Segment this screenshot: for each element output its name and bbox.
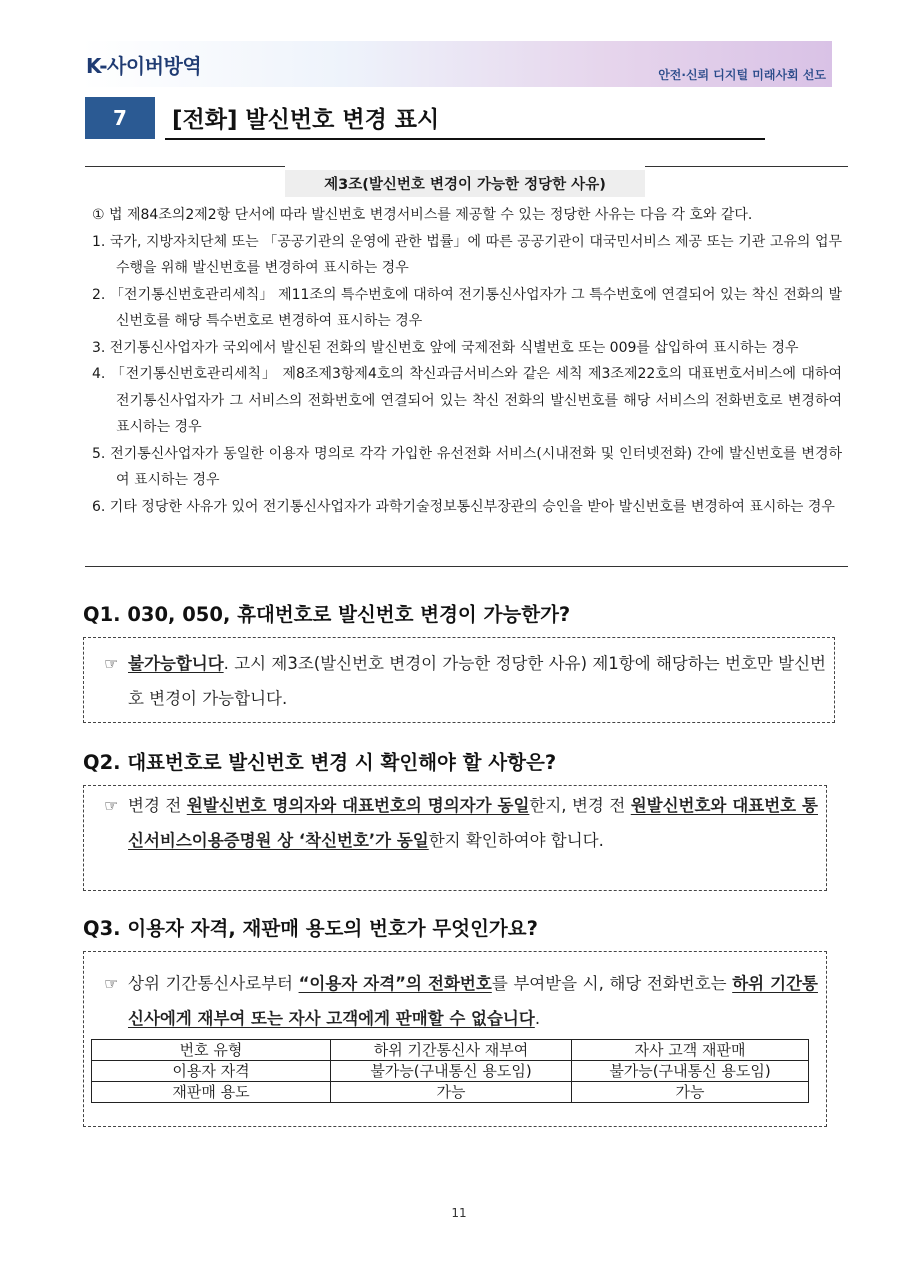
table-cell: 이용자 자격 [92, 1061, 331, 1082]
answer-1 [84, 638, 834, 716]
answer-2-text: 변경 전 [128, 796, 187, 815]
answer-2-text: 한지, 변경 전 [529, 796, 631, 815]
table-header: 번호 유형 [92, 1040, 331, 1061]
pointing-hand-icon: ☞ [104, 974, 119, 993]
section-title: [전화] 발신번호 변경 표시 [172, 107, 440, 133]
table-row [92, 1061, 809, 1082]
law-body [92, 202, 842, 520]
answer-1-text: . 고시 제3조(발신번호 변경이 가능한 정당한 사유) 제1항에 해당하는 번호만 발신번호 변경이 가능합니다. [128, 654, 826, 708]
answer-2 [84, 786, 826, 858]
table-header: 자사 고객 재판매 [572, 1040, 809, 1061]
table-cell: 불가능(구내통신 용도임) [572, 1061, 809, 1082]
table-cell: 가능 [331, 1082, 572, 1103]
answer-2-box [83, 785, 827, 891]
law-rule-right [645, 166, 848, 167]
law-rule-left [85, 166, 285, 167]
section-number: 7 [85, 97, 155, 139]
table-header-row [92, 1040, 809, 1061]
answer-3-bold: “이용자 자격”의 전화번호 [298, 974, 492, 993]
answer-1-bold: 불가능합니다 [128, 654, 224, 673]
law-item: 3. 전기통신사업자가 국외에서 발신된 전화의 발신번호 앞에 국제전화 식별번호 또는 009를 삽입하여 표시하는 경우 [92, 339, 799, 356]
law-item: 5. 전기통신사업자가 동일한 이용자 명의로 각각 가입한 유선전화 서비스(시내전화 및 인터넷전화) 간에 발신번호를 변경하여 표시하는 경우 [92, 445, 842, 488]
table-cell: 불가능(구내통신 용도임) [331, 1061, 572, 1082]
answer-3-text: 상위 기간통신사로부터 [128, 974, 299, 993]
answer-3-text: . [534, 1009, 541, 1028]
answer-2-bold: 원발신번호와 대표번호 통신서비스이용증명원 상 ‘착신번호’가 동일 [128, 796, 818, 850]
law-intro: ① 법 제84조의2제2항 단서에 따라 발신번호 변경서비스를 제공할 수 있는 정당한 사유는 다음 각 호와 같다. [92, 207, 753, 223]
question-2: Q2. 대표번호로 발신번호 변경 시 확인해야 할 사항은? [83, 751, 557, 774]
law-title: 제3조(발신번호 변경이 가능한 정당한 사유) [285, 170, 645, 197]
pointing-hand-icon: ☞ [104, 654, 119, 673]
question-3: Q3. 이용자 자격, 재판매 용도의 번호가 무엇인가요? [83, 917, 538, 940]
answer-3 [84, 952, 826, 1036]
answer-2-bold: 원발신번호 명의자와 대표번호의 명의자가 동일 [186, 796, 530, 815]
answer-3-text: 를 부여받을 시, 해당 전화번호는 [491, 974, 733, 993]
table-row [92, 1082, 809, 1103]
law-rule-bottom [85, 566, 848, 567]
law-item: 2. 「전기통신번호관리세칙」 제11조의 특수번호에 대하여 전기통신사업자가 그 특수번호에 연결되어 있는 착신 전화의 발신번호를 해당 특수번호로 변경하여 표시하는 경우 [92, 286, 842, 329]
table-cell: 가능 [572, 1082, 809, 1103]
table-header: 하위 기간통신사 재부여 [331, 1040, 572, 1061]
law-item: 1. 국가, 지방자치단체 또는 「공공기관의 운영에 관한 법률」에 따른 공공기관이 대국민서비스 제공 또는 기관 고유의 업무수행을 위해 발신번호를 변경하여 표시하는 경우 [92, 233, 842, 276]
pointing-hand-icon: ☞ [104, 796, 119, 815]
header-tagline: 안전·신뢰 디지털 미래사회 선도 [658, 68, 826, 82]
law-item: 6. 기타 정당한 사유가 있어 전기통신사업자가 과학기술정보통신부장관의 승인을 받아 발신번호를 변경하여 표시하는 경우 [92, 498, 835, 515]
page-number: 11 [451, 1206, 467, 1220]
answer-2-text: 한지 확인하여야 합니다. [428, 831, 604, 850]
table-cell: 재판매 용도 [92, 1082, 331, 1103]
answer-3-bold: 하위 기간통신사에게 재부여 또는 자사 고객에게 판매할 수 없습니다 [128, 974, 818, 1028]
logo: K-사이버방역 [86, 54, 202, 78]
answer-1-box [83, 637, 835, 723]
section-underline [165, 138, 765, 140]
number-type-table [91, 1039, 809, 1103]
law-item: 4. 「전기통신번호관리세칙」 제8조제3항제4호의 착신과금서비스와 같은 세칙 제3조제22호의 대표번호서비스에 대하여 전기통신사업자가 그 서비스의 전화번호에 연결되어 있는 착신 전화의 발신번호를 해당 서비스의 전화번호로 변경하여 표시하는 경우 [92, 366, 842, 435]
question-1: Q1. 030, 050, 휴대번호로 발신번호 변경이 가능한가? [83, 603, 571, 626]
